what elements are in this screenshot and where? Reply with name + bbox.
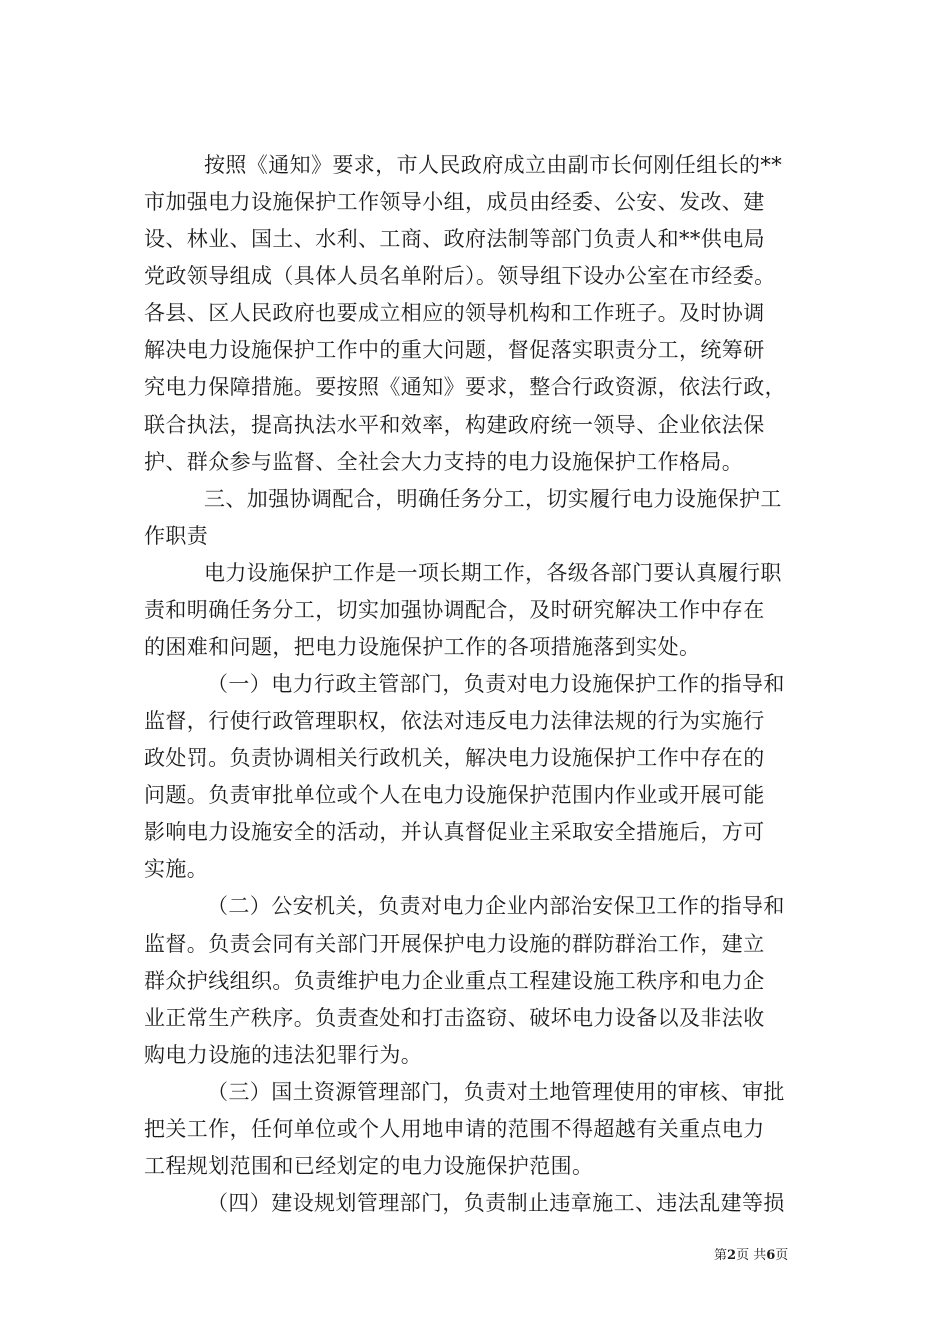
text-line: 解决电力设施保护工作中的重大问题，督促落实职责分工，统筹研 xyxy=(144,338,765,363)
text-line: 监督，行使行政管理职权，依法对违反电力法律法规的行为实施行 xyxy=(144,709,765,734)
text-line: 购电力设施的违法犯罪行为。 xyxy=(144,1042,423,1067)
page-footer xyxy=(714,1248,788,1264)
text-line: （三）国土资源管理部门，负责对土地管理使用的审核、审批 xyxy=(207,1079,785,1104)
section-heading: 三、加强协调配合，明确任务分工，切实履行电力设施保护工 xyxy=(204,486,782,511)
text-line: 按照《通知》要求，市人民政府成立由副市长何刚任组长的** xyxy=(204,153,783,177)
text-line: 各县、区人民政府也要成立相应的领导机构和工作班子。及时协调 xyxy=(144,301,765,326)
text-line: 电力设施保护工作是一项长期工作，各级各部门要认真履行职 xyxy=(204,560,782,585)
text-line: 的困难和问题，把电力设施保护工作的各项措施落到实处。 xyxy=(144,634,701,659)
text-line: 护、群众参与监督、全社会大力支持的电力设施保护工作格局。 xyxy=(144,449,744,474)
text-line: 设、林业、国土、水利、工商、政府法制等部门负责人和**供电局 xyxy=(144,227,765,252)
footer-suffix: 页 xyxy=(775,1248,789,1263)
footer-page-number: 2 xyxy=(727,1248,737,1263)
text-line: （一）电力行政主管部门，负责对电力设施保护工作的指导和 xyxy=(207,672,785,696)
text-line: 政处罚。负责协调相关行政机关，解决电力设施保护工作中存在的 xyxy=(144,746,765,771)
text-line: 影响电力设施安全的活动，并认真督促业主采取安全措施后，方可 xyxy=(144,820,765,845)
text-line: 把关工作，任何单位或个人用地申请的范围不得超越有关重点电力 xyxy=(144,1116,765,1141)
text-line: 工程规划范围和已经划定的电力设施保护范围。 xyxy=(144,1153,594,1178)
text-line: 究电力保障措施。要按照《通知》要求，整合行政资源，依法行政， xyxy=(144,375,786,400)
text-line: 联合执法，提高执法水平和效率，构建政府统一领导、企业依法保 xyxy=(144,412,765,437)
text-line: （四）建设规划管理部门，负责制止违章施工、违法乱建等损 xyxy=(207,1191,785,1215)
text-line: 业正常生产秩序。负责查处和打击盗窃、破坏电力设备以及非法收 xyxy=(144,1005,765,1030)
text-line: 群众护线组织。负责维护电力企业重点工程建设施工秩序和电力企 xyxy=(144,968,765,993)
text-line: （二）公安机关，负责对电力企业内部治安保卫工作的指导和 xyxy=(207,894,785,919)
footer-middle: 页 共 xyxy=(736,1248,767,1263)
text-line: 实施。 xyxy=(144,857,209,882)
text-line: 问题。负责审批单位或个人在电力设施保护范围内作业或开展可能 xyxy=(144,783,765,808)
section-heading: 作职责 xyxy=(144,523,209,548)
text-line: 监督。负责会同有关部门开展保护电力设施的群防群治工作，建立 xyxy=(144,931,765,956)
footer-page-total: 6 xyxy=(766,1248,776,1263)
text-line: 责和明确任务分工，切实加强协调配合，及时研究解决工作中存在 xyxy=(144,597,765,622)
text-line: 党政领导组成（具体人员名单附后）。领导组下设办公室在市经委。 xyxy=(144,264,776,289)
footer-prefix: 第 xyxy=(714,1248,728,1263)
text-line: 市加强电力设施保护工作领导小组，成员由经委、公安、发改、建 xyxy=(144,190,765,215)
